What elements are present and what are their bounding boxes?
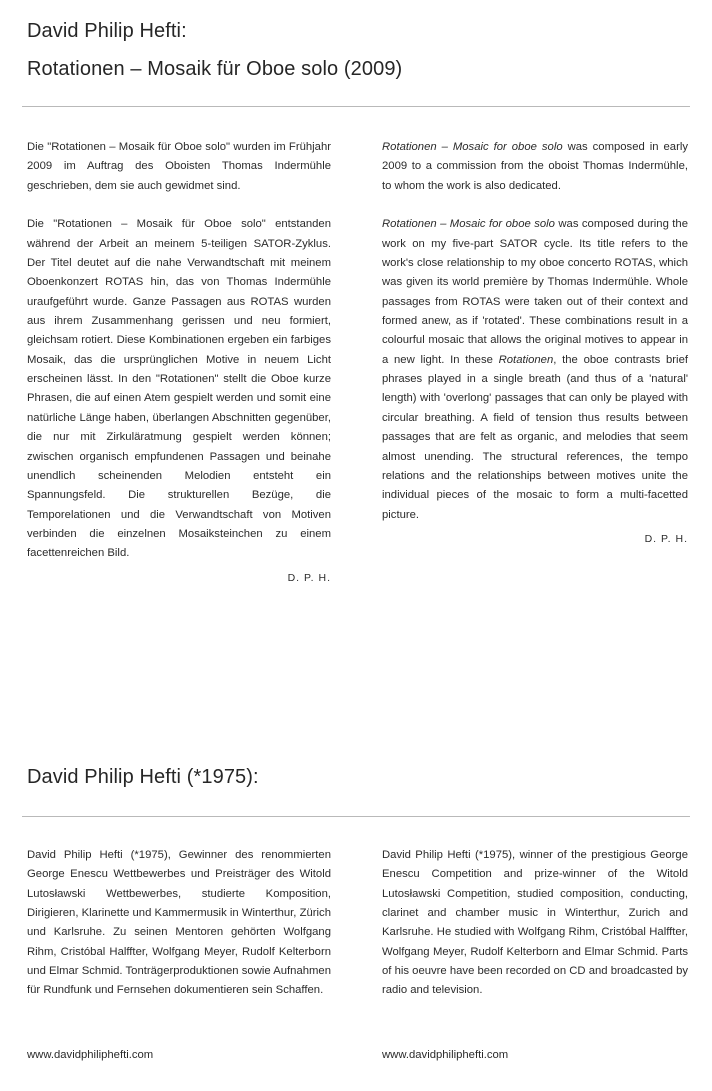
biography-german [27,846,331,1001]
website-link-english[interactable]: www.davidphiliphefti.com [382,1049,509,1061]
notes-de-paragraph-1: Die "Rotationen – Mosaik für Oboe solo" wurden im Frühjahr 2009 im Auftrag des Oboisten Thomas Indermühle geschrieben, dem sie auch gewidmet sind. [27,141,331,192]
notes-en-p2-emphasis: Rotationen [498,353,554,366]
divider-rule-top [22,106,690,107]
bio-en-paragraph: David Philip Hefti (*1975), winner of the prestigious George Enescu Competition and prize-winner of the Witold Lutosławski Competition, studied composition, conducting, clarinet and chamber music in Winterthur, Zurich and Karlsruhe. He studied with Wolfgang Rihm, Cristóbal Halffter, Wolfgang Meyer, Rudolf Kelterborn and Elmar Schmid. Parts of his oeuvre have been recorded on CD and broadcasted by radio and television. [382,849,688,997]
notes-en-paragraph-2 [382,215,688,525]
notes-en-paragraph-1 [382,138,688,196]
notes-de-signature: D. P. H. [287,571,331,584]
biography-heading: David Philip Hefti (*1975): [27,766,259,788]
notes-en-p2-text-a: was composed during the work on my five-part SATOR cycle. Its title refers to the work's close relationship to my oboe concerto ROTAS, which was given its world première by Thomas Indermühle. Whole passages from ROTAS were taken out of their context and formed anew, as if 'rotated'. These combinations result in a colourful mosaic that allows the original motives to appear in a new light. In these [382,218,688,366]
notes-de-paragraph-2: Die "Rotationen – Mosaik für Oboe solo" entstanden während der Arbeit an meinem 5-teiligen SATOR-Zyklus. Der Titel deutet auf die nahe Verwandtschaft mit meinem Oboenkonzert ROTAS hin, das von Thomas Indermühle uraufgeführt wurde. Ganze Passagen aus ROTAS wurden aus ihrem Zusammenhang gerissen und neu formiert, gleichsam rotiert. Diese Kombinationen ergeben ein farbiges Mosaik, das die ursprünglichen Motive in neuem Licht erscheinen lässt. In den "Rotationen" stellt die Oboe kurze Phrasen, die auf einen Atem gespielt werden und somit eine natürliche Länge haben, überlangen Abschnitten gegenüber, die nur mit Zirkuläratmung gespielt werden können; zwischen organisch empfundenen Passagen und beinahe unendlich scheinenden Melodien entsteht ein Spannungsfeld. Die strukturellen Bezüge, die Temporelationen und die Verwandtschaft von Motiven verbinden die einzelnen Mosaiksteinchen zu einem facettenreichen Bild. [27,218,331,560]
bio-de-paragraph: David Philip Hefti (*1975), Gewinner des renommierten George Enescu Wettbewerbes und Preisträger des Witold Lutosławski Wettbewerbes, studierte Komposition, Dirigieren, Klarinette und Kammermusik in Winterthur, Zürich und Karlsruhe. Zu seinen Mentoren gehörten Wolfgang Rihm, Cristóbal Halffter, Wolfgang Meyer, Rudolf Kelterborn und Elmar Schmid. Tonträgerproduktionen sowie Aufnahmen für Rundfunk und Fernsehen dokumentieren sein Schaffen. [27,849,331,997]
program-notes-german [27,138,331,588]
work-title: Rotationen – Mosaik für Oboe solo (2009) [27,58,403,80]
divider-rule-bio [22,816,690,817]
biography-english [382,846,688,1001]
composer-heading: David Philip Hefti: [27,20,187,42]
website-link-german[interactable]: www.davidphiliphefti.com [27,1049,154,1061]
notes-en-p1-text: was composed in early 2009 to a commission from the oboist Thomas Indermühle, to whom the work is also dedicated. [382,141,688,192]
notes-en-p1-work-title: Rotationen – Mosaic for oboe solo [382,141,563,153]
notes-en-p2-text-b: , the oboe contrasts brief phrases played in a single breath (and thus of a 'natural' length) with 'overlong' passages that can only be played with circular breathing. A field of tension thus results between passages that are felt as organic, and melodies that seem almost unending. The structural references, the tempo relations and the relationships between motives unite the individual pieces of the mosaic to form a multi-facetted picture. [382,353,688,521]
program-notes-english [382,138,688,549]
notes-en-signature: D. P. H. [644,532,688,545]
notes-en-p2-work-title: Rotationen – Mosaic for oboe solo [382,218,555,231]
